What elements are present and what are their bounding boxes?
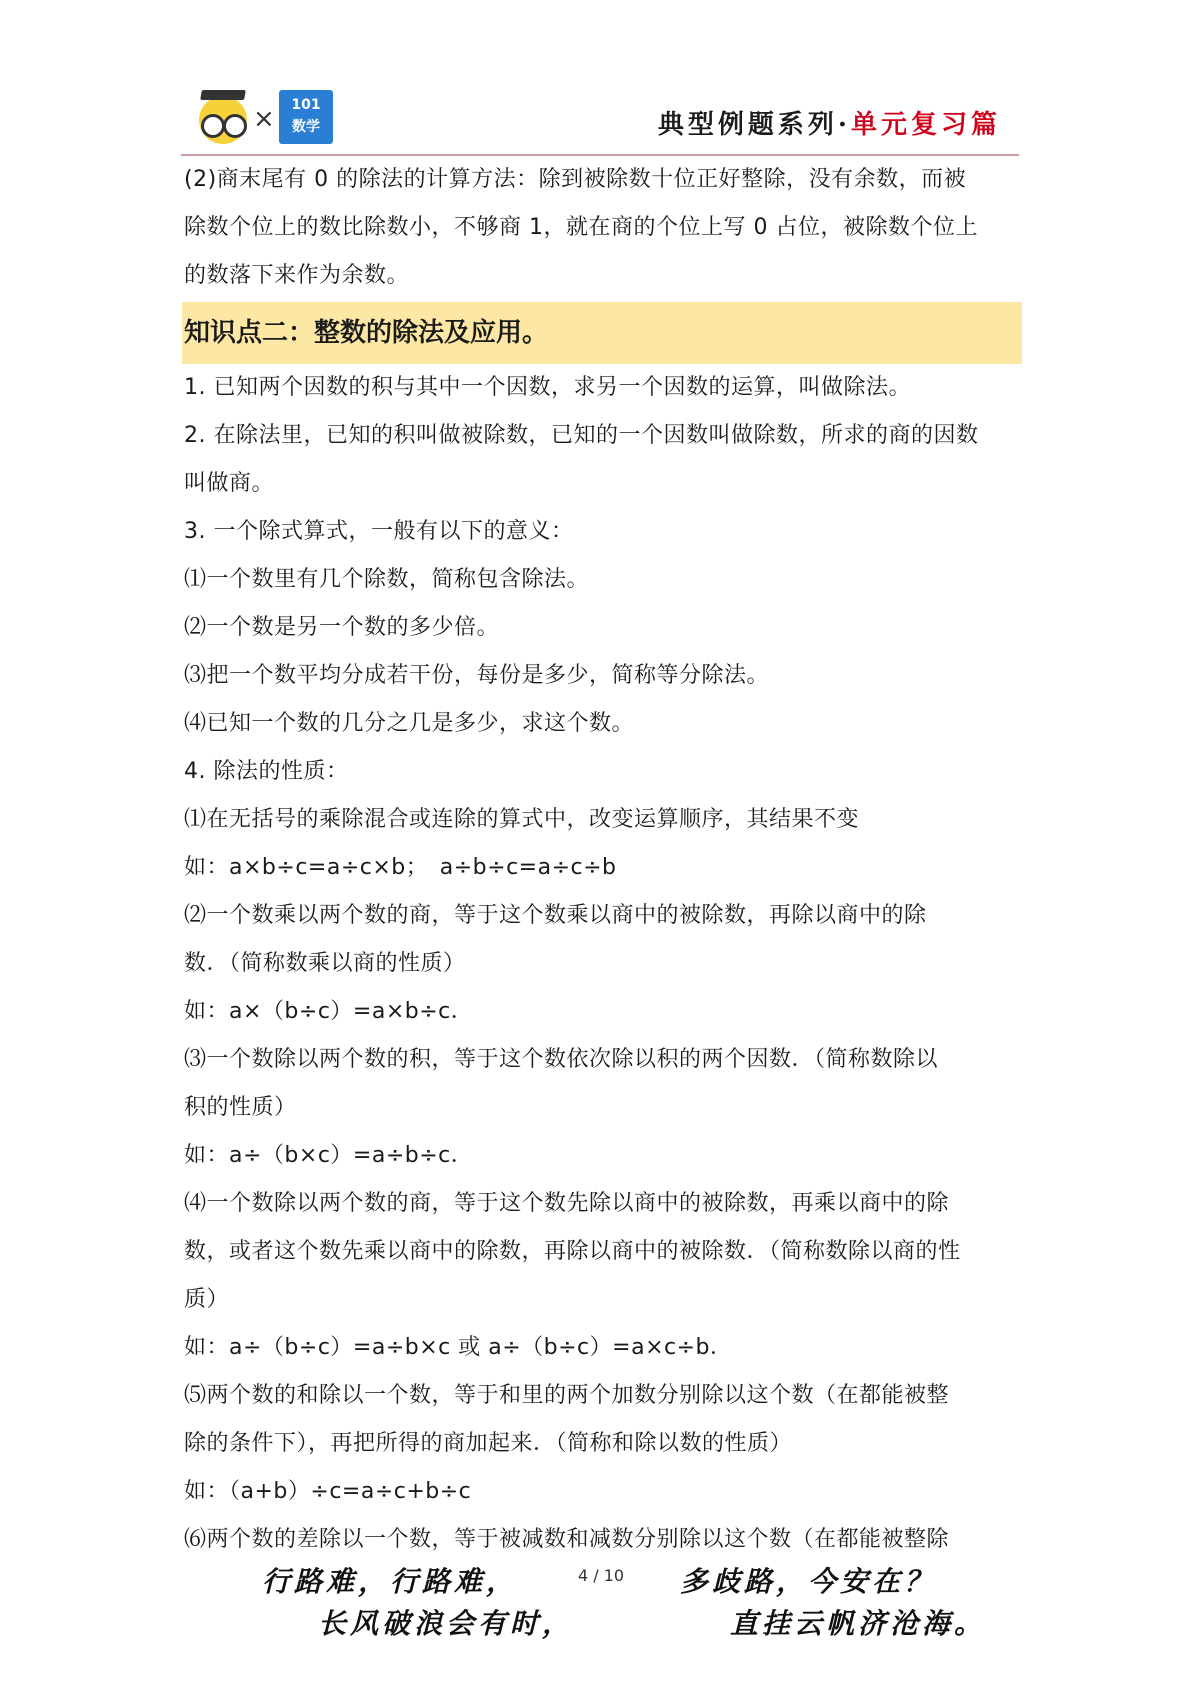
paragraph-line: 积的性质）	[184, 1095, 297, 1120]
page-footer	[0, 1560, 1190, 1660]
footer-poem-line: 长风破浪会有时，	[318, 1607, 575, 1640]
paragraph-line: ⑶把一个数平均分成若干份，每份是多少，简称等分除法。	[184, 663, 770, 688]
paragraph-line: ⑹两个数的差除以一个数，等于被减数和减数分别除以这个数（在都能被整除	[184, 1527, 950, 1552]
page-number: 4 / 10	[578, 1566, 625, 1585]
paragraph-line: ⑴一个数里有几个除数，简称包含除法。	[184, 567, 590, 592]
logo-separator: ×	[253, 104, 275, 134]
series-title-main: 典型例题系列·	[657, 110, 851, 140]
paragraph-line: 质）	[184, 1287, 230, 1312]
paragraph-line: 1. 已知两个因数的积与其中一个因数，求另一个因数的运算，叫做除法。	[184, 375, 911, 400]
logo-101-subtext: 数学	[292, 119, 320, 135]
paragraph-line: ⑷已知一个数的几分之几是多少，求这个数。	[184, 711, 635, 736]
paragraph-line: ⑵一个数乘以两个数的商，等于这个数乘以商中的被除数，再除以商中的除	[184, 903, 927, 928]
document-body	[184, 156, 1020, 1564]
footer-poem-line: 直挂云帆济沧海。	[730, 1607, 987, 1640]
page-header	[181, 88, 1019, 152]
footer-poem-line: 多歧路，今安在？	[680, 1565, 937, 1598]
formula-line: 如：a÷（b÷c）=a÷b×c 或 a÷（b÷c）=a×c÷b．	[184, 1335, 733, 1360]
paragraph-line: 除的条件下），再把所得的商加起来．（简称和除以数的性质）	[184, 1431, 793, 1456]
footer-poem-line: 行路难，行路难，	[262, 1565, 519, 1598]
paragraph-line: 数，或者这个数先乘以商中的除数，再除以商中的被除数．（简称数除以商的性	[184, 1239, 961, 1264]
paragraph-line: ⑸两个数的和除以一个数，等于和里的两个加数分别除以这个数（在都能被整	[184, 1383, 950, 1408]
math-101-logo	[279, 90, 333, 144]
paragraph-line: 除数个位上的数比除数小，不够商 1，就在商的个位上写 0 占位，被除数个位上	[184, 215, 978, 240]
formula-line: 如：a×b÷c=a÷c×b； a÷b÷c=a÷c÷b	[184, 855, 617, 880]
paragraph-line: 3. 一个除式算式，一般有以下的意义：	[184, 519, 574, 544]
paragraph-line: 2. 在除法里，已知的积叫做被除数，已知的一个因数叫做除数，所求的商的因数	[184, 423, 979, 448]
paragraph-line: 数．（简称数乘以商的性质）	[184, 951, 466, 976]
paragraph-line: 叫做商。	[184, 471, 275, 496]
owl-eye-right-icon	[223, 114, 247, 138]
graduation-cap-icon	[200, 90, 246, 100]
paragraph-line: ⑷一个数除以两个数的商，等于这个数先除以商中的被除数，再乘以商中的除	[184, 1191, 950, 1216]
owl-eye-left-icon	[201, 114, 225, 138]
paragraph-line: 4. 除法的性质：	[184, 759, 349, 784]
paragraph-line: 的数落下来作为余数。	[184, 263, 410, 288]
paragraph-line: ⑶一个数除以两个数的积，等于这个数依次除以积的两个因数．（简称数除以	[184, 1047, 939, 1072]
formula-line: 如：（a+b）÷c=a÷c+b÷c	[184, 1479, 472, 1504]
logo-101-text: 101	[291, 97, 321, 113]
paragraph-line: (2)商末尾有 0 的除法的计算方法：除到被除数十位正好整除，没有余数，而被	[184, 167, 967, 192]
section-heading: 知识点二：整数的除法及应用。	[182, 302, 1022, 364]
series-title	[658, 104, 1001, 141]
formula-line: 如：a×（b÷c）=a×b÷c．	[184, 999, 474, 1024]
series-title-highlight: 单元复习篇	[850, 110, 1001, 140]
paragraph-line: ⑵一个数是另一个数的多少倍。	[184, 615, 500, 640]
formula-line: 如：a÷（b×c）=a÷b÷c．	[184, 1143, 474, 1168]
paragraph-line: ⑴在无括号的乘除混合或连除的算式中，改变运算顺序，其结果不变	[184, 807, 860, 832]
